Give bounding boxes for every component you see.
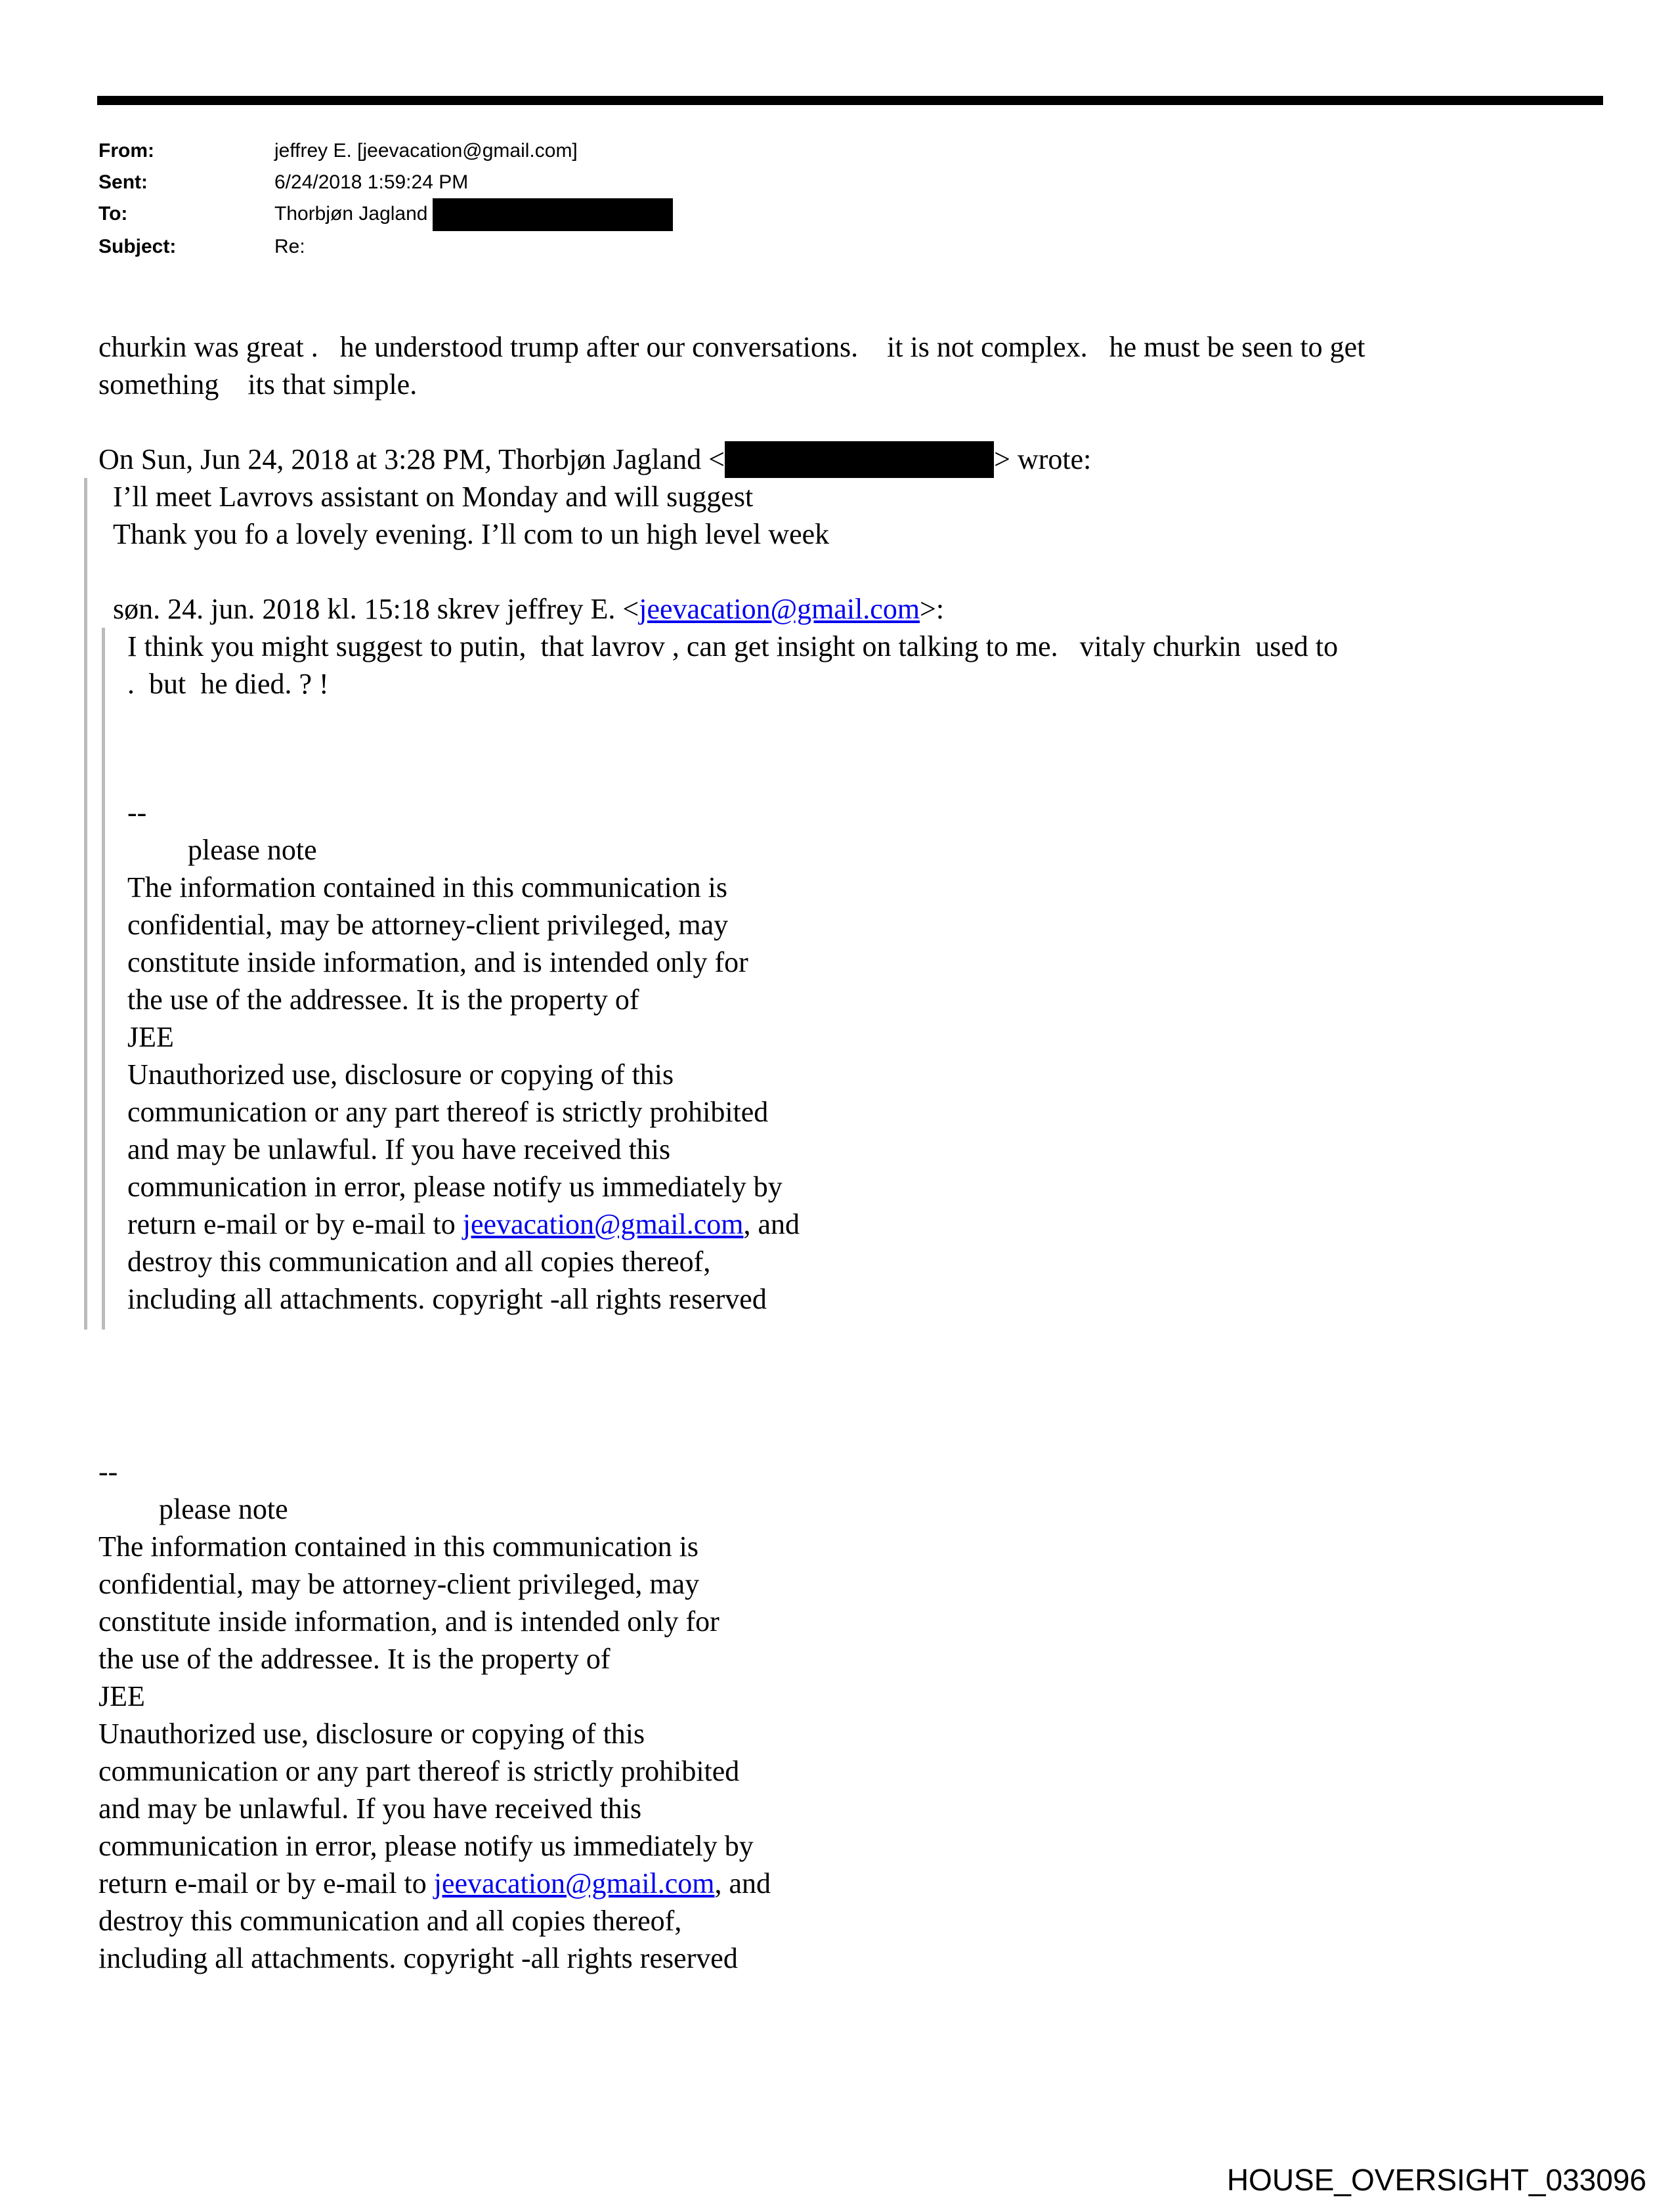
- sender-signature-block: [98, 1453, 1595, 1977]
- email-header: [98, 135, 673, 263]
- header-row-from: [98, 135, 673, 167]
- to-value: [274, 198, 673, 231]
- quoted-message-level-1: [84, 478, 1595, 1330]
- disclaimer-line: communication or any part thereof is strictly prohibited: [98, 1755, 740, 1787]
- header-row-sent: [98, 167, 673, 198]
- top-divider-rule: [97, 96, 1603, 105]
- email-body: [98, 328, 1595, 1977]
- forward-attribution-prefix: søn. 24. jun. 2018 kl. 15:18 skrev jeffrey E. <: [113, 593, 639, 625]
- disclaimer-line: constitute inside information, and is intended only for: [127, 946, 748, 978]
- email-link[interactable]: jeevacation@gmail.com: [433, 1867, 715, 1899]
- disclaimer-email-suffix: , and: [714, 1867, 771, 1899]
- subject-label: Subject:: [98, 236, 177, 258]
- reply-attribution-prefix: On Sun, Jun 24, 2018 at 3:28 PM, Thorbjøn Jagland <: [98, 443, 725, 475]
- disclaimer-line: JEE: [98, 1680, 145, 1712]
- disclaimer-line: destroy this communication and all copies thereof,: [98, 1905, 682, 1937]
- to-value-text: Thorbjøn Jagland: [274, 203, 428, 225]
- reply-attribution-line: [98, 441, 1595, 478]
- disclaimer-line: including all attachments. copyright -all rights reserved: [98, 1942, 738, 1974]
- from-label: From:: [98, 140, 154, 162]
- forward-attribution-suffix: >:: [920, 593, 945, 625]
- body-paragraph-line: churkin was great . he understood trump after our conversations. it is not complex. he must be seen to get: [98, 331, 1365, 363]
- disclaimer-line: Unauthorized use, disclosure or copying of this: [127, 1058, 674, 1091]
- signature-note: please note: [159, 1493, 288, 1525]
- header-row-to: [98, 198, 673, 231]
- disclaimer-line: Unauthorized use, disclosure or copying of this: [98, 1718, 645, 1750]
- quote2-line: I think you might suggest to putin, that lavrov , can get insight on talking to me. vitaly churkin used to: [127, 630, 1339, 662]
- disclaimer-line: and may be unlawful. If you have received this: [98, 1792, 642, 1825]
- disclaimer-line: the use of the addressee. It is the property of: [127, 984, 639, 1016]
- quote1-line: I’ll meet Lavrovs assistant on Monday and will suggest: [113, 481, 754, 513]
- disclaimer-line: The information contained in this communication is: [127, 871, 728, 903]
- email-link[interactable]: jeevacation@gmail.com: [639, 593, 920, 625]
- disclaimer-email-prefix: return e-mail or by e-mail to: [127, 1208, 463, 1240]
- blank-line: [98, 403, 1595, 441]
- quote2-line: . but he died. ? !: [127, 668, 329, 700]
- sent-label: Sent:: [98, 171, 148, 193]
- disclaimer-line: communication in error, please notify us immediately by: [127, 1171, 783, 1203]
- header-row-subject: [98, 231, 673, 263]
- disclaimer-line: and may be unlawful. If you have received this: [127, 1133, 671, 1165]
- bates-number: HOUSE_OVERSIGHT_033096: [1226, 2163, 1646, 2197]
- from-value: jeffrey E. [jeevacation@gmail.com]: [274, 140, 578, 162]
- disclaimer-email-suffix: , and: [743, 1208, 800, 1240]
- signature-note: please note: [188, 834, 317, 866]
- redaction-box: [725, 441, 994, 478]
- disclaimer-line: confidential, may be attorney-client privileged, may: [127, 909, 729, 941]
- disclaimer-email-line: [98, 1865, 1595, 1902]
- disclaimer-line: The information contained in this communication is: [98, 1530, 699, 1563]
- quoted-message-level-2: [102, 628, 1595, 1330]
- redaction-box: [433, 198, 673, 231]
- disclaimer-line: JEE: [127, 1021, 174, 1053]
- forward-attribution-line: [113, 590, 1595, 628]
- subject-value: Re:: [274, 236, 305, 258]
- disclaimer-line: confidential, may be attorney-client privileged, may: [98, 1568, 700, 1600]
- sent-value: 6/24/2018 1:59:24 PM: [274, 171, 469, 193]
- disclaimer-line: constitute inside information, and is intended only for: [98, 1605, 719, 1637]
- disclaimer-line: including all attachments. copyright -all rights reserved: [127, 1283, 767, 1315]
- email-link[interactable]: jeevacation@gmail.com: [462, 1208, 744, 1240]
- quote1-line: Thank you fo a lovely evening. I’ll com to un high level week: [113, 518, 830, 550]
- signature-delimiter: --: [127, 796, 147, 829]
- disclaimer-line: communication in error, please notify us immediately by: [98, 1830, 754, 1862]
- reply-attribution-suffix: > wrote:: [994, 443, 1092, 475]
- disclaimer-email-line: [127, 1205, 1595, 1243]
- body-paragraph-line: something its that simple.: [98, 368, 418, 401]
- blank-line: [113, 553, 1595, 590]
- disclaimer-line: communication or any part thereof is strictly prohibited: [127, 1096, 769, 1128]
- to-label: To:: [98, 203, 128, 225]
- signature-delimiter: --: [98, 1456, 118, 1488]
- disclaimer-line: the use of the addressee. It is the property of: [98, 1643, 611, 1675]
- disclaimer-email-prefix: return e-mail or by e-mail to: [98, 1867, 434, 1899]
- disclaimer-line: destroy this communication and all copies thereof,: [127, 1246, 711, 1278]
